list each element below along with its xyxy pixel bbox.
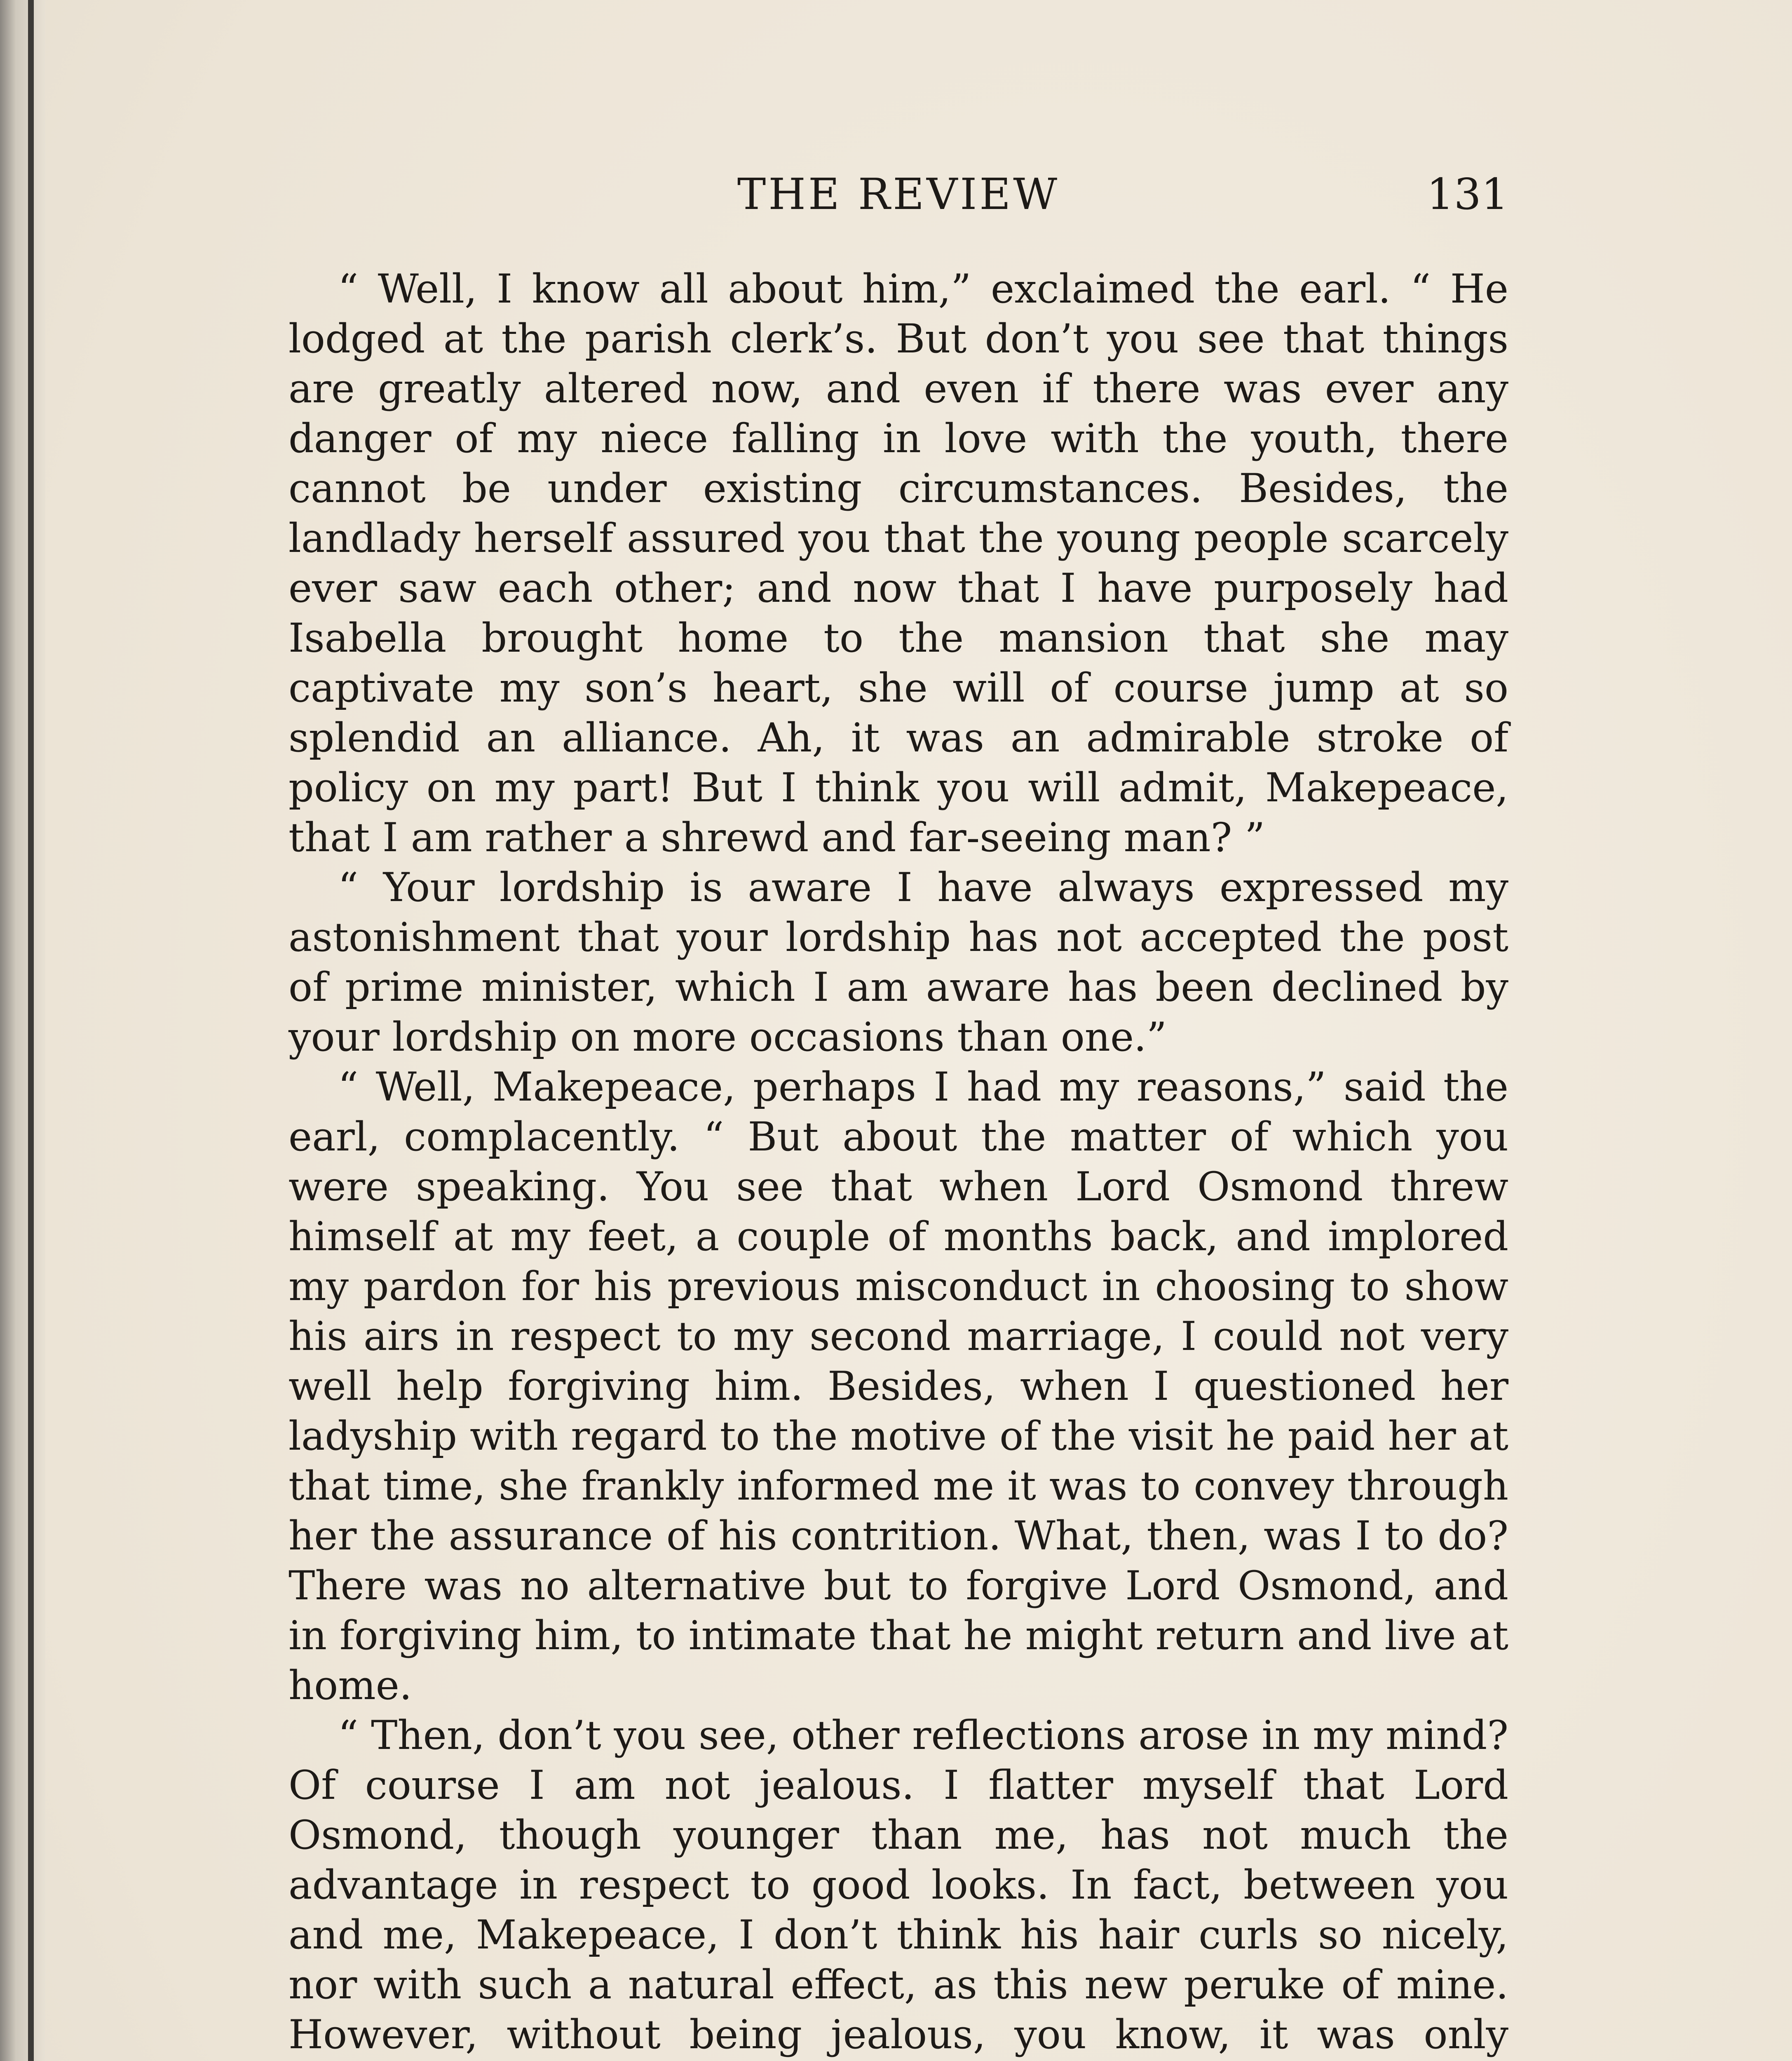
running-head — [289, 165, 1508, 218]
paragraph-1: “ Well, I know all about him,” exclaimed the earl. “ He lodged at the parish clerk’s. But don’t you see that things are greatly altered now, and even if there was ever any danger of my niece falling in love with the youth, there cannot be under existing circumstances. Besides, the landlady herself assured you that the young people scarcely ever saw each other; and now that I have purposely had Isabella brought home to the mansion that she may captivate my son’s heart, she will of course jump at so splendid an alliance. Ah, it was an admirable stroke of policy on my part! But I think you will admit, Makepeace, that I am rather a shrewd and far-seeing man? ” — [289, 265, 1508, 861]
page-number: 131 — [1426, 169, 1508, 219]
paragraph-4: “ Then, don’t you see, other reflections arose in my mind? Of course I am not jealous. I flatter myself that Lord Osmond, though younger than me, has not much the advantage in respect to good looks. In fact, between you and me, Makepeace, I don’t think his hair curls so nicely, nor with such a natural effect, as this new peruke of mine. However, without being jealous, you know, it was only — [289, 1712, 1508, 2058]
body-text — [289, 264, 1508, 2061]
binding-shadow-line — [28, 0, 34, 2061]
running-title: THE REVIEW — [737, 169, 1060, 219]
paragraph-2: “ Your lordship is aware I have always expressed my astonishment that your lordship has not accepted the post of prime minister, which I am aware has been declined by your lordship on more occasions than one.” — [289, 864, 1508, 1060]
paragraph-3: “ Well, Makepeace, perhaps I had my reasons,” said the earl, complacently. “ But about the matter of which you were speaking. You see that when Lord Osmond threw himself at my feet, a couple of months back, and implored my pardon for his previous misconduct in choosing to show his airs in respect to my second marriage, I could not very well help forgiving him. Besides, when I questioned her ladyship with regard to the motive of the visit he paid her at that time, she frankly informed me it was to convey through her the assurance of his contrition. What, then, was I to do? There was no alternative but to forgive Lord Osmond, and in forgiving him, to intimate that he might return and live at home. — [289, 1063, 1508, 1709]
page-binding-edge — [0, 0, 45, 2061]
